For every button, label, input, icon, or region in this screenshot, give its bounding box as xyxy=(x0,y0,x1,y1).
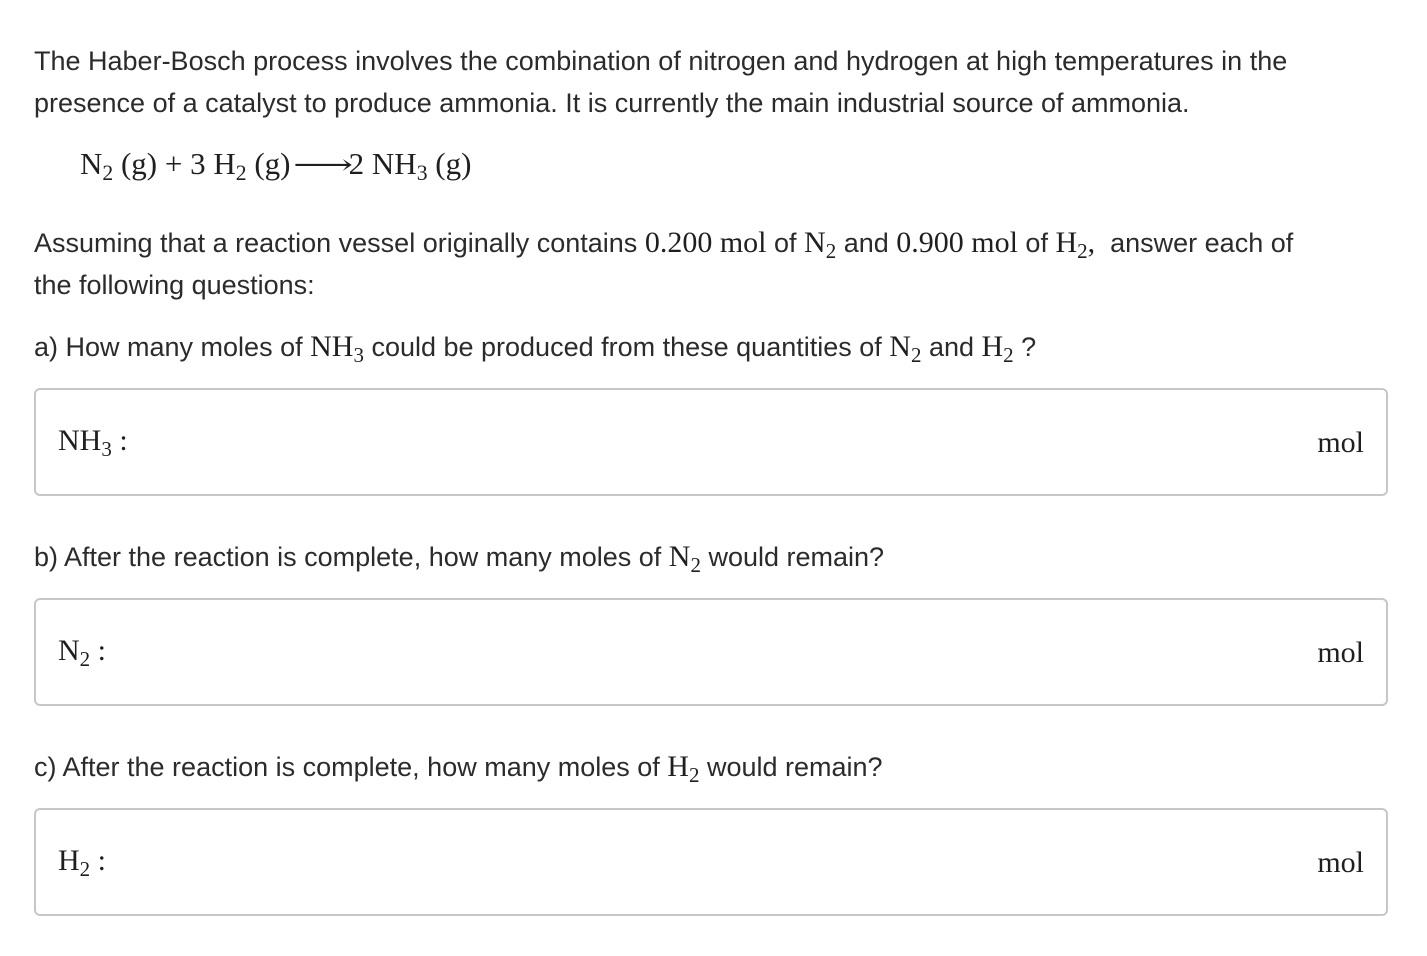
question-b: b) After the reaction is complete, how many moles of $N_2$ would remain? xyxy=(34,540,885,577)
unit-label-nh3: mol xyxy=(1317,426,1364,459)
reaction-arrow-icon: ⟶ xyxy=(292,150,353,181)
question-a: a) How many moles of $NH_3$ could be produced from these quantities of $N_2$ and $H_2$ ? xyxy=(34,330,1037,367)
answer-label-nh3: $NH_3$ : xyxy=(58,424,128,461)
intro-line-2: presence of a catalyst to produce ammonia. It is currently the main industrial source of ammonia. xyxy=(34,88,1190,118)
answer-label-h2: $H_2$ : xyxy=(58,844,107,881)
eq-text-1: (g) + 3 xyxy=(113,146,214,181)
reaction-equation xyxy=(80,146,472,186)
eq-text-3: (g) xyxy=(427,146,472,181)
question-b-n2: $N_2$ xyxy=(668,540,701,577)
assumption-line-2: the following questions: xyxy=(34,270,315,300)
intro-line-1: The Haber-Bosch process involves the combination of nitrogen and hydrogen at high temperatures in the xyxy=(34,46,1288,76)
eq-h2: $H_2$ xyxy=(213,146,247,186)
eq-text-2: (g) xyxy=(246,146,291,181)
h2-moles-input[interactable] xyxy=(176,830,1276,898)
eq-n2: $N_2$ xyxy=(80,146,114,186)
eq-nh3: $NH_3$ xyxy=(371,146,428,186)
question-c: c) After the reaction is complete, how many moles of $H_2$ would remain? xyxy=(34,750,883,787)
unit-label-h2: mol xyxy=(1317,846,1364,879)
assumption-paragraph xyxy=(34,222,1394,306)
question-a-n2: $N_2$ xyxy=(889,330,922,367)
assume-h2: $H_2$, xyxy=(1055,226,1096,263)
question-a-nh3: $NH_3$ xyxy=(310,330,364,367)
answer-box-nh3[interactable] xyxy=(34,388,1388,496)
nh3-moles-input[interactable] xyxy=(176,410,1276,478)
assume-n2: $N_2$ xyxy=(804,226,837,263)
amount-h2: 0.900 mol xyxy=(896,226,1018,259)
answer-box-h2[interactable] xyxy=(34,808,1388,916)
question-a-h2: $H_2$ xyxy=(981,330,1014,367)
question-c-h2: $H_2$ xyxy=(667,750,700,787)
answer-box-n2[interactable] xyxy=(34,598,1388,706)
unit-label-n2: mol xyxy=(1317,636,1364,669)
assumption-line-1: Assuming that a reaction vessel originally contains 0.200 mol of $N_2$ and 0.900 mol of $H_2$, answer each of xyxy=(34,226,1294,263)
intro-paragraph xyxy=(34,40,1394,124)
eq-coefficient: 2 xyxy=(348,146,372,181)
n2-moles-input[interactable] xyxy=(176,620,1276,688)
amount-n2: 0.200 mol xyxy=(644,226,767,259)
answer-label-n2: $N_2$ : xyxy=(58,634,107,671)
